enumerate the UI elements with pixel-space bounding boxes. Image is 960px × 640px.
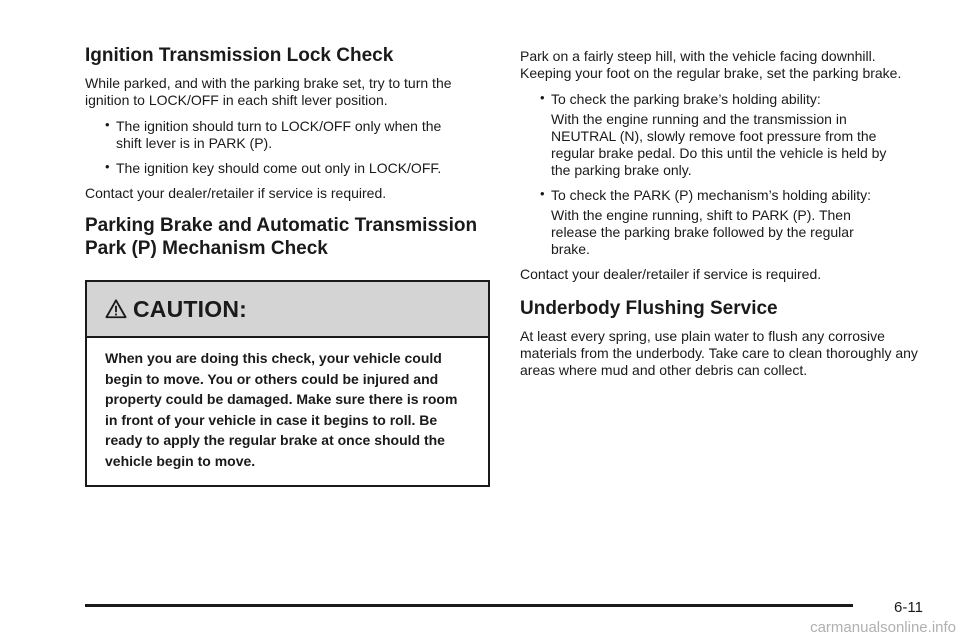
list-item xyxy=(520,187,920,258)
right-column xyxy=(520,48,920,379)
parking-brake-intro: Park on a fairly steep hill, with the vehicle facing downhill. Keeping your foot on the regular brake, set the parking brake. xyxy=(520,48,902,81)
ignition-lock-bullets xyxy=(85,118,490,177)
caution-title: CAUTION: xyxy=(133,295,248,322)
warning-triangle-icon xyxy=(105,298,127,320)
section-title-ignition-lock: Ignition Transmission Lock Check xyxy=(85,45,394,66)
bullet-text: The ignition should turn to LOCK/OFF only when the shift lever is in PARK (P). xyxy=(116,118,442,151)
bullet-heading: To check the PARK (P) mechanism’s holding ability: xyxy=(551,187,872,203)
list-item xyxy=(85,160,446,177)
bullet-icon: • xyxy=(105,159,110,174)
bullet-text: The ignition key should come out only in LOCK/OFF. xyxy=(116,160,442,176)
bullet-detail: With the engine running, shift to PARK (P). Then release the parking brake followed by the regular brake. xyxy=(551,207,854,257)
caution-text: When you are doing this check, your vehicle could begin to move. You or others could be injured and property could be damaged. Make sure there is room in front of your vehicle in case it begins to roll. Be ready to apply the regular brake at once should the vehicle begin to move. xyxy=(105,350,458,469)
parking-brake-bullets xyxy=(520,91,920,258)
bullet-detail: With the engine running and the transmission in NEUTRAL (N), slowly remove foot pressure from the regular brake pedal. Do this until the vehicle is held by the parking brake only. xyxy=(551,111,887,178)
caution-header xyxy=(87,282,488,338)
page-number: 6-11 xyxy=(894,599,923,616)
list-item xyxy=(520,91,920,179)
underbody-text: At least every spring, use plain water to flush any corrosive materials from the underbody. Take care to clean thoroughly any areas where mud and other debris can collect. xyxy=(520,328,918,378)
bullet-heading: To check the parking brake’s holding ability: xyxy=(551,91,821,107)
footer-rule xyxy=(85,604,853,607)
parking-brake-outro: Contact your dealer/retailer if service is required. xyxy=(520,266,822,282)
left-column xyxy=(85,44,490,487)
bullet-icon: • xyxy=(540,186,545,201)
caution-box xyxy=(85,280,490,487)
bullet-icon: • xyxy=(105,117,110,132)
bullet-icon: • xyxy=(540,90,545,105)
ignition-lock-outro: Contact your dealer/retailer if service is required. xyxy=(85,185,387,201)
list-item xyxy=(85,118,446,152)
ignition-lock-intro: While parked, and with the parking brake set, try to turn the ignition to LOCK/OFF in each shift lever position. xyxy=(85,75,452,108)
section-title-underbody: Underbody Flushing Service xyxy=(520,298,778,319)
watermark: carmanualsonline.info xyxy=(810,619,956,636)
section-title-parking-brake: Parking Brake and Automatic Transmission Park (P) Mechanism Check xyxy=(85,215,478,259)
